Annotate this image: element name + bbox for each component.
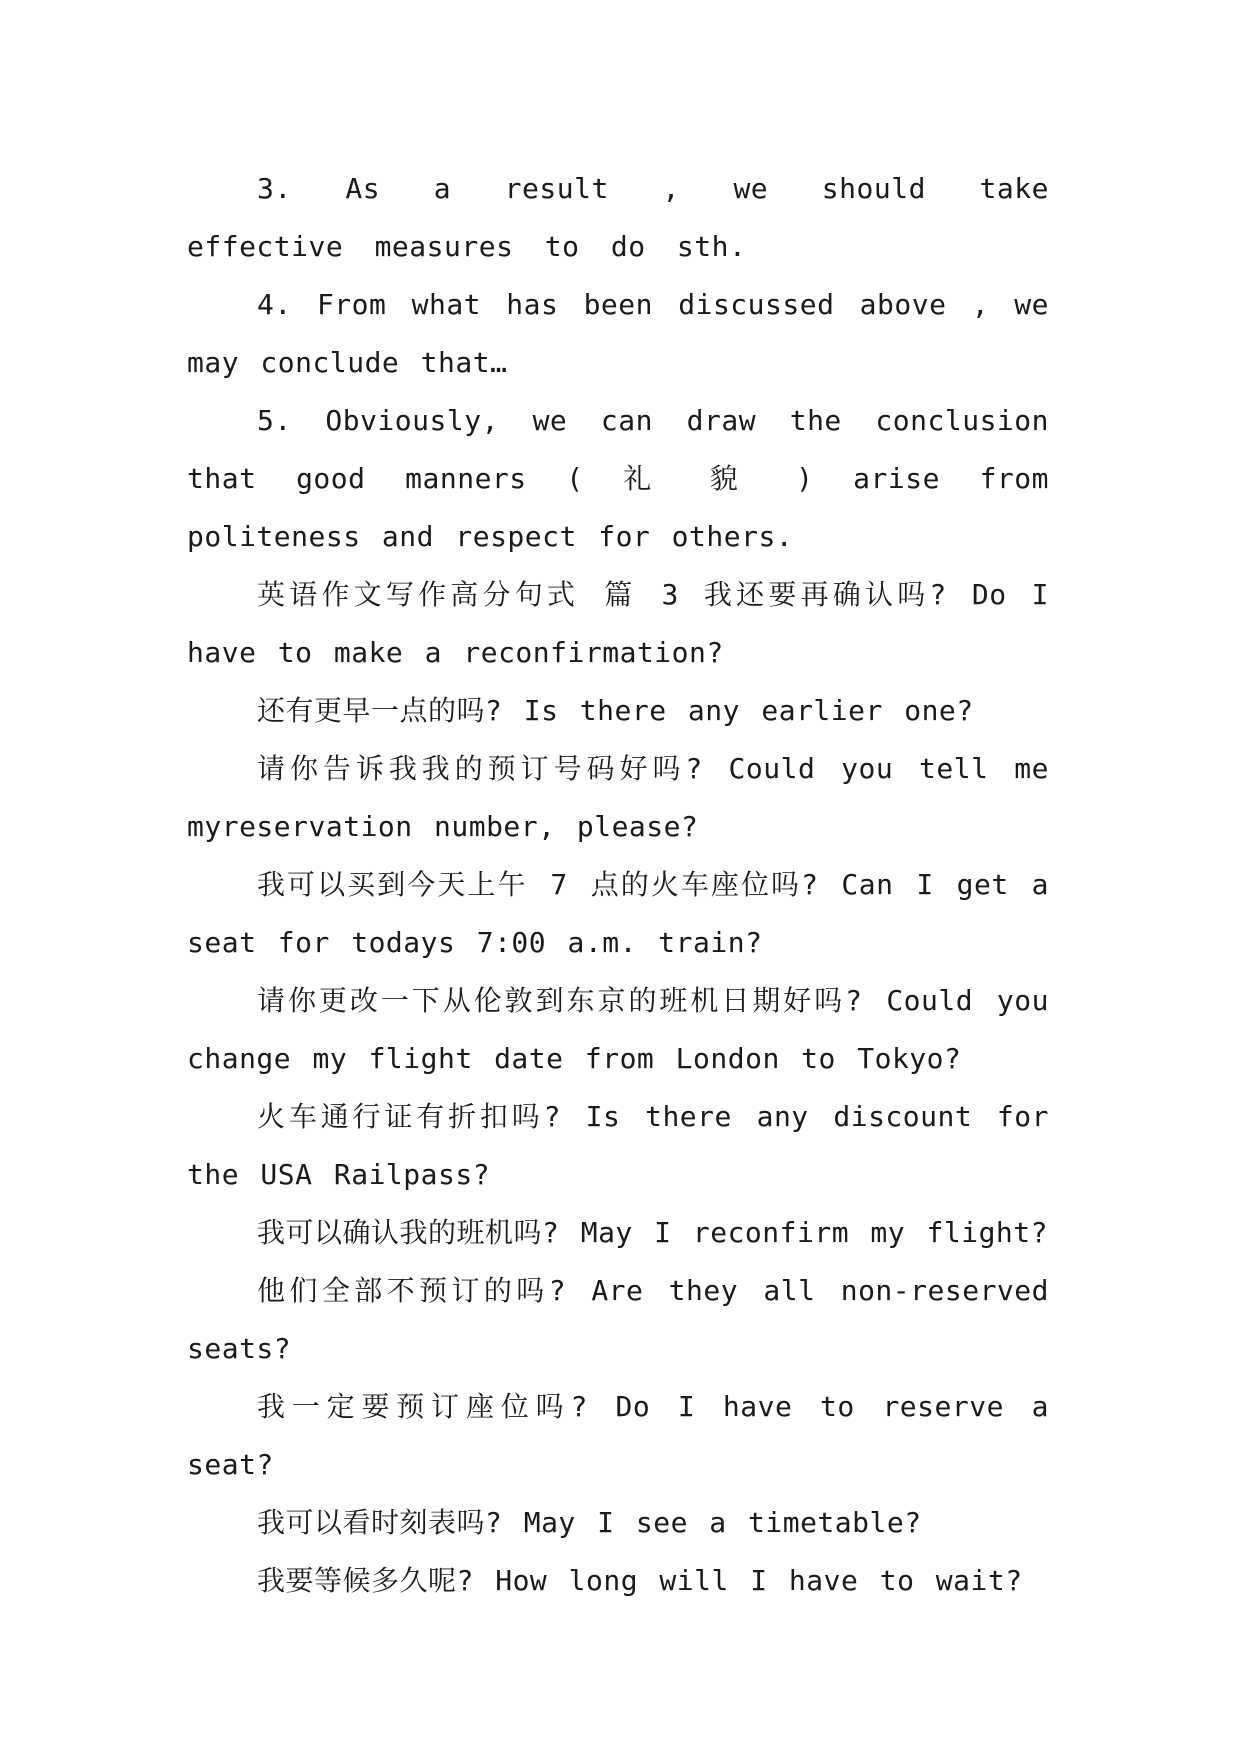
paragraph-reservation-number: 请你告诉我我的预订号码好吗? Could you tell me myreservation number, please? bbox=[187, 752, 1049, 843]
paragraph-earlier-one: 还有更早一点的吗? Is there any earlier one? bbox=[257, 694, 974, 727]
paragraph-flight-date: 请你更改一下从伦敦到东京的班机日期好吗? Could you change my flight date from London to Tokyo? bbox=[187, 984, 1049, 1075]
paragraph-train-seat: 我可以买到今天上午 7 点的火车座位吗? Can I get a seat for todays 7:00 a.m. train? bbox=[187, 868, 1049, 959]
paragraph-obviously: 5. Obviously, we can draw the conclusion that good manners ( 礼 貌 ) arise from politeness and respect for others. bbox=[187, 404, 1049, 553]
paragraph-timetable: 我可以看时刻表吗? May I see a timetable? bbox=[257, 1506, 922, 1539]
paragraph-conclude: 4. From what has been discussed above , we may conclude that… bbox=[187, 288, 1049, 379]
paragraph-result: 3. As a result , we should take effective measures to do sth. bbox=[187, 172, 1049, 263]
paragraph-non-reserved: 他们全部不预订的吗? Are they all non-reserved seats? bbox=[187, 1274, 1049, 1365]
paragraph-reconfirm-flight: 我可以确认我的班机吗? May I reconfirm my flight? bbox=[257, 1216, 1049, 1249]
paragraph-reserve-seat: 我一定要预订座位吗? Do I have to reserve a seat? bbox=[187, 1390, 1049, 1481]
paragraph-wait-time: 我要等候多久呢? How long will I have to wait? bbox=[257, 1564, 1023, 1597]
paragraph-railpass-discount: 火车通行证有折扣吗? Is there any discount for the USA Railpass? bbox=[187, 1100, 1049, 1191]
document-body bbox=[187, 160, 1049, 1610]
paragraph-section-heading: 英语作文写作高分句式 篇 3 我还要再确认吗? Do I have to make a reconfirmation? bbox=[187, 578, 1049, 669]
